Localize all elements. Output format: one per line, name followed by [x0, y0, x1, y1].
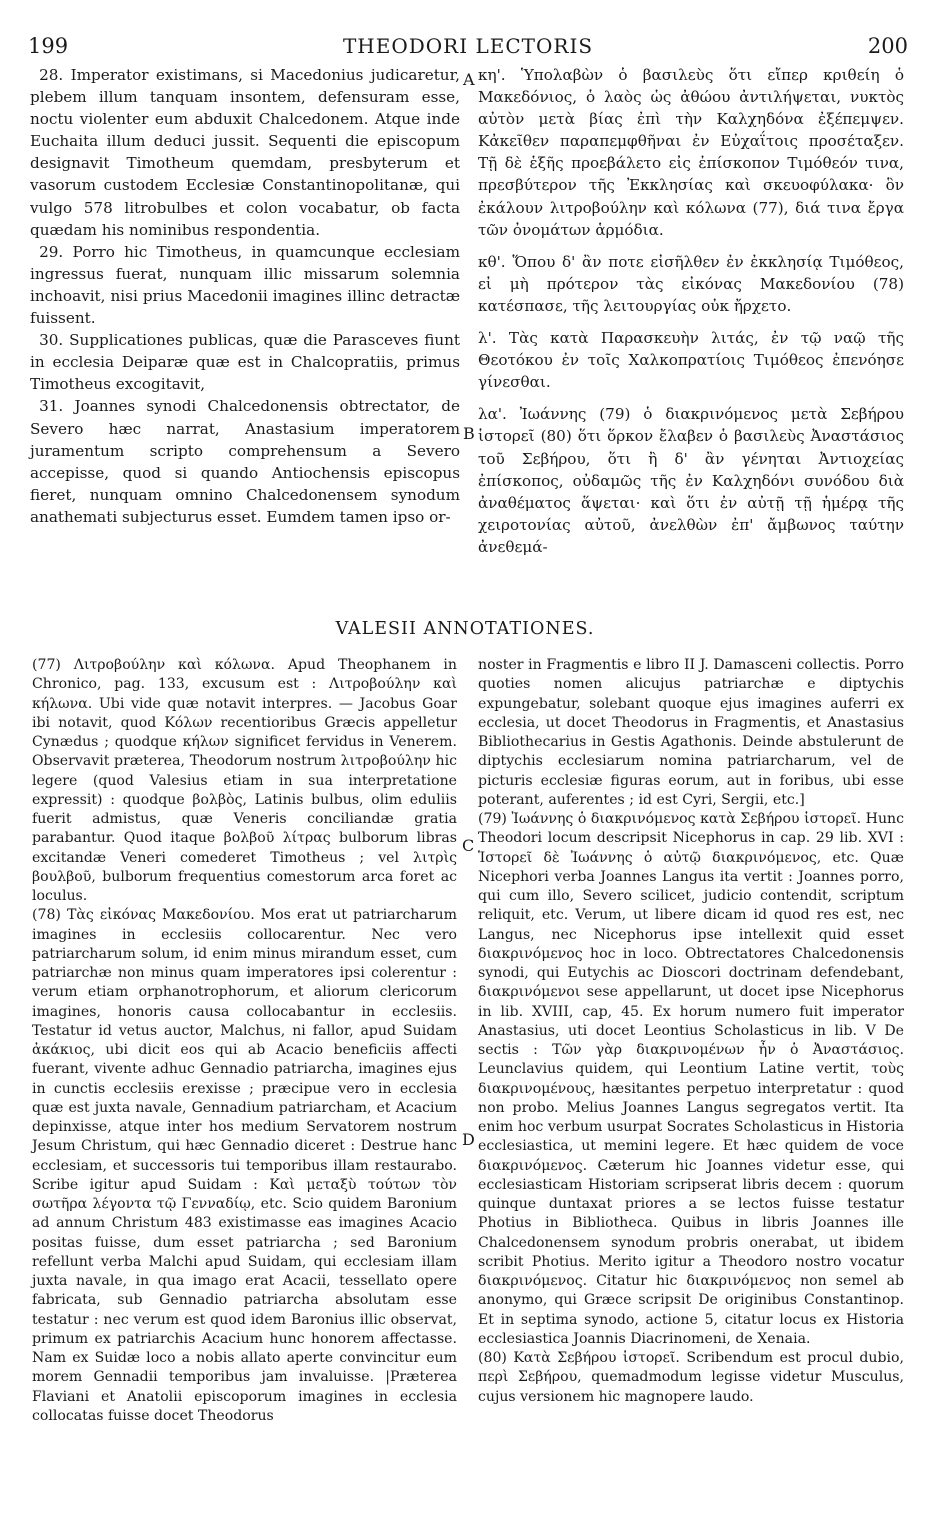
greek-chapter-28: κη'. Ὑπολαβὼν ὁ βασιλεὺς ὅτι εἴπερ κριθείη ὁ Μακεδόνιος, ὁ λαὸς ὡς ἀθώου ἀντιλήψεται, νυκτὸς αὐτὸν μετὰ βίας ἐπὶ τὴν Καλχηδόνα ἐξέπεμψεν. Κἀκεῖθεν παραπεμφθῆναι ἐν Εὐχαΐτοις προσέταξεν. Τῇ δὲ ἑξῆς προεβάλετο εἰς ἐπίσκοπον Τιμόθεόν τινα, πρεσβύτερον τῆς Ἐκκλησίας καὶ σκευοφύλακα· ὃν ἐκάλουν λιτροβούλην καὶ κόλωνα (77), διά τινα ἔργα τῶν ὀνομάτων ἁρμόδια. — [478, 66, 904, 239]
note-77: (77) Λιτροβούλην καὶ κόλωνα. Apud Theophanem in Chronico, pag. 133, excusum est : Λιτροβούλην καὶ κήλωνα. Ubi vide quæ notavit interpres. — Jacobus Goar ibi notavit, quod Κόλων recentioribus Græcis appelletur Cynædus ; quodque κήλων significet fervidus in Venerem. Observavit præterea, Theodorum nostrum λιτροβούλην hic legere (quod Valesius etiam in sua interpretatione expressit) : quodque βολβὸς, Latinis bulbus, olim eduliis fuerit admistus, quæ Veneris conciliandæ gratia parabantur. Quod itaque βολβοῦ λίτρας bulborum libras excitandæ Veneri comederet Timotheus ; vel λιτρὶς βουλβοῦ, bulborum frequentius comestorum arca foret ac loculus. — [32, 657, 457, 904]
notes-left-column — [32, 656, 457, 1426]
greek-chapter-31: λα'. Ἰωάννης (79) ὁ διακρινόμενος μετὰ Σεβήρου ἱστορεῖ (80) ὅτι ὅρκον ἔλαβεν ὁ βασιλεὺς Ἀναστάσιος τοῦ Σεβήρου, ὅτι ἢ δ' ἂν γένηται Ἀντιοχείας ἐπίσκοπος, οὐδαμῶς τῆς ἐν Καλχηδόνι συνόδου διὰ ἀναθέματος ἅψεται· καὶ ὅτι ἐν αὐτῇ τῇ ἡμέρᾳ τῆς χειροτονίας αὐτοῦ, ἀνελθὼν ἐπ' ἄμβωνος ταύτην ἀνεθεμά- — [478, 405, 904, 556]
latin-chapter-30: 30. Supplicationes publicas, quæ die Parasceves fiunt in ecclesia Deiparæ quæ est in Chalcopratiis, primus Timotheus excogitavit, — [30, 331, 460, 394]
margin-marker-b: B — [463, 424, 475, 443]
note-78: (78) Τὰς εἰκόνας Μακεδονίου. Mos erat ut patriarcharum imagines in ecclesiis collocarentur. Nec vero patriarcharum solum, id enim minus mirandum esset, cum patriarchæ non minus quam imperatores ipsi colerentur : verum etiam orphanotrophorum, et aliorum clericorum imagines, honoris causa collocabantur in ecclesiis. Testatur id vetus auctor, Malchus, ni fallor, apud Suidam ἀκάκιος, ubi dicit eos qui ab Acacio beneficiis affecti fuerant, vivente adhuc Gennadio patriarcha, imagines ejus in cunctis ecclesiis erexisse ; præcipue vero in ecclesia quæ est juxta navale, Gennadium patriarcham, et Acacium depinxisse, atque inter hos medium Servatorem nostrum Jesum Christum, qui hæc Gennadio diceret : Destrue hanc ecclesiam, et successoris tui temporibus illam restaurabo. Scribe igitur apud Suidam : Καὶ μεταξὺ τούτων τὸν σωτῆρα λέγοντα τῷ Γενναδίῳ, etc. Scio quidem Baronium ad annum Christum 483 existimasse eas imagines Acacio positas fuisse, dum esset patriarcha ; sed Baronium refellunt verba Malchi apud Suidam, qui ecclesiam illam juxta navale, in qua imago erat Acacii, tessellato opere fabricata, sub Gennadio patriarcha absolutam esse testatur : nec verum est quod idem Baronius illic observat, primum ex patriarchis Acacium hunc honorem affectasse. Nam ex Suidæ loco a nobis allato aperte convincitur eum morem Gennadii temporibus jam invaluisse. |Præterea Flaviani et Anatolii episcoporum imagines in ecclesia collocatas fuisse docet Theodorus — [32, 907, 457, 1424]
latin-chapter-28: 28. Imperator existimans, si Macedonius judicaretur, plebem illum tanquam insontem, defensuram esse, noctu violenter eum abduxit Chalcedonem. Atque inde Euchaita illum deduci jussit. Sequenti die episcopum designavit Timotheum quemdam, presbyterum et vasorum custodem Ecclesiæ Constantinopolitanæ, qui vulgo 578 litrobulbes et colon vocabatur, ob facta quædam his nominibus respondentia. — [30, 66, 460, 239]
greek-text-column — [478, 64, 904, 558]
margin-marker-a: A — [463, 70, 475, 89]
running-header — [28, 34, 908, 64]
page-number-left: 199 — [28, 34, 69, 58]
latin-chapter-31: 31. Joannes synodi Chalcedonensis obtrectator, de Severo hæc narrat, Anastasium imperatorem juramentum scripto comprehensum a Severo accepisse, quod si quando Antiochensis episcopus fieret, nunquam omnino Chalcedonensem synodum anathemati subjecturus esset. Eumdem tamen ipso or- — [30, 397, 460, 526]
greek-chapter-30: λ'. Τὰς κατὰ Παρασκευὴν λιτάς, ἐν τῷ ναῷ τῆς Θεοτόκου ἐν τοῖς Χαλκοπρατίοις Τιμόθεος ἐπενόησε γίνεσθαι. — [478, 329, 904, 392]
note-79: (79) Ἰωάννης ὁ διακρινόμενος κατὰ Σεβήρου ἱστορεῖ. Hunc Theodori locum descripsit Nicephorus in cap. 29 lib. XVI : Ἱστορεῖ δὲ Ἰωάννης ὁ αὐτῷ διακρινόμενος, etc. Quæ Nicephori verba Joannes Langus ita vertit : Joannes porro, qui cum illo, Severo scilicet, judicio contendit, scriptum reliquit, etc. Verum, ut libere dicam id quod res est, nec Langus, nec Nicephorus ipse intellexit quid esset διακρινόμενος hoc in loco. Obtrectatores Chalcedonensis synodi, qui Eutychis ac Dioscori doctrinam defendebant, διακρινόμενοι sese appellarunt, ut docet ipse Nicephorus in lib. XVIII, cap, 45. Ex horum numero fuit imperator Anastasius, uti docet Leontius Scholasticus in lib. V De sectis : Τῶν γὰρ διακρινομένων ἦν ὁ Ἀναστάσιος. Leunclavius quidem, qui Leontium Latine vertit, τοὺς διακρινομένους, hæsitantes perpetuo interpretatur : quod non probo. Melius Joannes Langus segregatos vertit. Ita enim hoc verbum usurpat Socrates Scholasticus in Historia ecclesiastica, ut memini legere. Et hæc quidem de voce διακρινόμενος. Cæterum hic Joannes videtur esse, qui ecclesiasticam Historiam scripserat libris decem : quorum quinque duntaxat priores a se lectos fuisse testatur Photius in Bibliotheca. Quibus in libris Joannes ille Chalcedonensem synodum probris onerabat, ut ibidem scribit Photius. Merito igitur a Theodoro nostro vocatur διακρινόμενος. Citatur hic διακρινόμενος non semel ab anonymo, qui Græce scripsit De originibus Constantinop. Et in septima synodo, actione 5, citatur locus ex Historia ecclesiastica Joannis Diacrinomeni, de Xenaia. — [478, 811, 904, 1347]
running-title: THEODORI LECTORIS — [342, 34, 594, 58]
page-number-right: 200 — [867, 34, 908, 58]
greek-chapter-29: κθ'. Ὅπου δ' ἂν ποτε εἰσῆλθεν ἐν ἐκκλησίᾳ Τιμόθεος, εἰ μὴ πρότερον τὰς εἰκόνας Μακεδονίου (78) κατέσπασε, τῆς λειτουργίας οὐκ ἤρχετο. — [478, 252, 904, 315]
latin-text-column — [30, 64, 460, 528]
margin-marker-c: C — [462, 836, 475, 855]
note-80: (80) Κατὰ Σεβήρου ἱστορεῖ. Scribendum est procul dubio, περὶ Σεβήρου, quemadmodum legisse videtur Musculus, cujus versionem hic magnopere laudo. — [478, 1350, 904, 1405]
note-78-continued: noster in Fragmentis e libro II J. Damasceni collectis. Porro quoties nomen alicujus patriarchæ e diptychis expungebatur, solebant quoque ejus imagines auferri ex ecclesia, ut docet Theodorus in Fragmentis, et Anastasius Bibliothecarius in Gestis Agathonis. Deinde abstulerunt de diptychis ecclesiarum nomina patriarcharum, vel de picturis ecclesiæ figuras eorum, aut in foribus, ubi esse poterant, auferentes ; id est Cyri, Sergii, etc.] — [478, 657, 904, 808]
section-title: VALESII ANNOTATIONES. — [335, 619, 595, 639]
notes-right-column — [478, 656, 904, 1407]
margin-marker-d: D — [462, 1130, 475, 1149]
latin-chapter-29: 29. Porro hic Timotheus, in quamcunque ecclesiam ingressus fuerat, nunquam illic missarum solemnia inchoavit, nisi prius Macedonii imagines illinc detractæ fuissent. — [30, 242, 460, 328]
